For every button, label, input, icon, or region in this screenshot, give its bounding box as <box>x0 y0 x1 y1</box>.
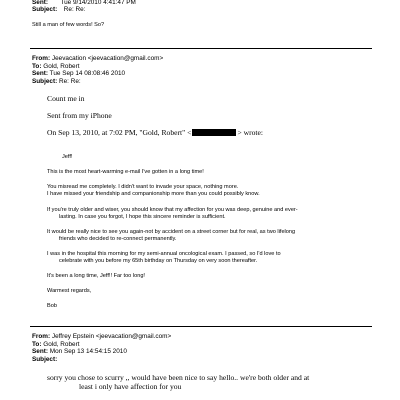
mid-sent-from-iphone: Sent from my iPhone <box>47 111 112 120</box>
mid-p4a: It would be really nice to see you again-not by accident on a street corner but for real, as two lifelong <box>47 229 296 235</box>
bot-sent-label: Sent: <box>32 348 48 355</box>
bot-subject-label: Subject: <box>32 355 58 363</box>
mid-p2 <box>47 184 260 198</box>
mid-p4 <box>47 229 295 243</box>
mid-p5b: celebrate with you before my 65th birthday on Thursday on very soon thereafter. <box>59 258 258 264</box>
mid-greeting: Jeff! <box>62 154 73 160</box>
bot-body <box>47 374 309 391</box>
mid-subject-value: Re: Re: <box>59 77 81 85</box>
mid-p3a: If you're truly older and wiser, you should know that my affection for you was deep, genuine and ever- <box>47 207 298 213</box>
mid-subject-line <box>32 78 81 86</box>
divider-2 <box>30 326 372 327</box>
mid-to-line <box>32 63 79 71</box>
mid-to-value: Gold, Robert <box>43 62 80 70</box>
mid-p1: This is the most heart-warming e-mail I've gotten in a long time! <box>47 169 204 175</box>
mid-quote-header <box>47 129 263 138</box>
mid-subject-label: Subject: <box>32 77 58 85</box>
mid-sent-value: Tue Sep 14 08:08:46 2010 <box>49 70 126 77</box>
top-sent-value: Tue 9/14/2010 4:41:47 PM <box>60 0 136 6</box>
mid-p3 <box>47 207 298 221</box>
bot-sent-line <box>32 348 127 356</box>
mid-sent-label: Sent: <box>32 70 48 77</box>
bot-sent-value: Mon Sep 13 14:54:15 2010 <box>49 348 127 355</box>
bot-body-b: least i only have affection for you <box>79 381 182 391</box>
mid-quote-prefix: On Sep 13, 2010, at 7:02 PM, "Gold, Robert" < <box>47 127 192 137</box>
mid-p4b: friends who decided to re-connect permanently. <box>59 236 177 242</box>
mid-p3b: lasting. In case you forgot, I hope this sincere reminder is sufficient. <box>59 214 226 220</box>
bot-to-line <box>32 341 79 349</box>
bot-from-value: Jeffrey Epstein <jeevacation@gmail.com> <box>51 333 172 340</box>
bot-subject-line <box>32 356 57 364</box>
mid-to-label: To: <box>32 62 42 70</box>
top-subject-label: Subject: <box>32 6 58 13</box>
mid-from-value: Jeevacation <jeevacation@gmail.com> <box>51 55 164 62</box>
top-subject-value: Re: Re: <box>63 6 86 13</box>
bot-to-label: To: <box>32 340 42 348</box>
mid-signature: Bob <box>47 303 57 309</box>
mid-p5a: I was in the hospital this morning for my semi-annual oncological exam. I passed, so I'd love to <box>47 251 281 257</box>
top-sent-label: Sent: <box>32 0 48 6</box>
mid-closing: Warmest regards, <box>47 288 92 294</box>
mid-quote-suffix: > wrote: <box>237 127 264 137</box>
mid-p6: It's been a long time, Jeff!! Far too long! <box>47 273 145 279</box>
bot-to-value: Gold, Robert <box>43 340 80 348</box>
top-body: Still a man of few words! So? <box>32 22 105 28</box>
mid-from-line <box>32 55 163 63</box>
mid-p2a: You misread me completely. I didn't want to invade your space, nothing more. <box>47 184 239 190</box>
redaction-box <box>192 129 236 136</box>
mid-sent-line <box>32 70 125 78</box>
bot-body-a: sorry you chose to scurry ,, would have been nice to say hello.. we're both older and at <box>47 373 310 382</box>
mid-p2b: I have missed your friendship and companionship more than you could possibly know. <box>47 191 260 197</box>
mid-count-me-in: Count me in <box>47 94 85 103</box>
bot-from-line <box>32 333 171 341</box>
top-subject-line <box>32 6 85 14</box>
divider-1 <box>30 48 372 49</box>
bot-from-label: From: <box>32 333 51 340</box>
mid-from-label: From: <box>32 55 51 62</box>
mid-p5 <box>47 251 281 265</box>
